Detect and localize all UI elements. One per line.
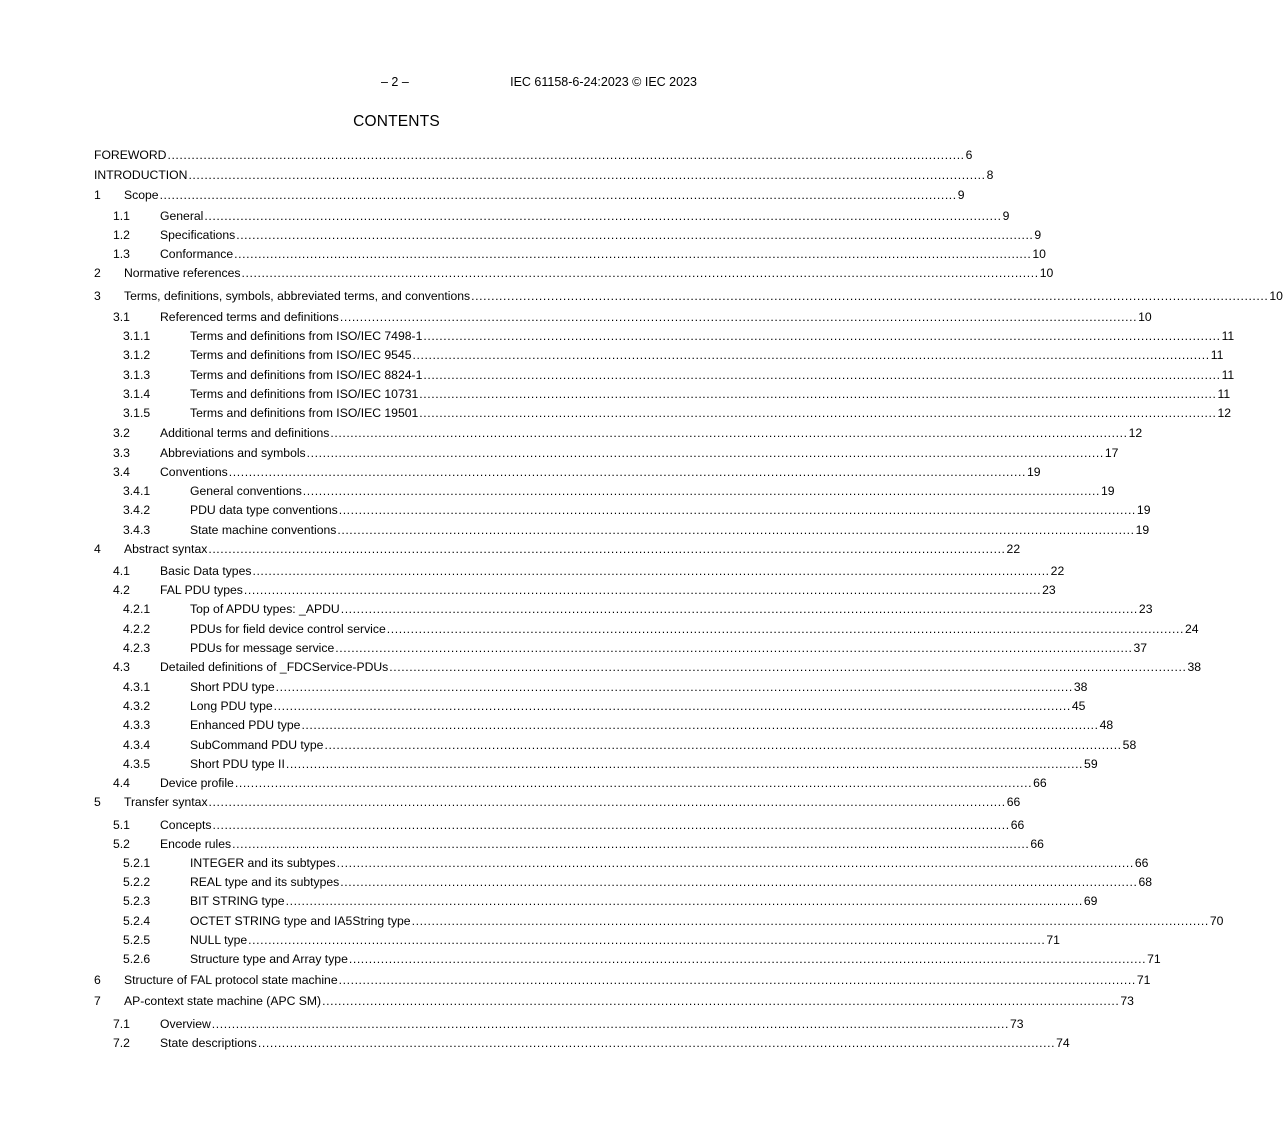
toc-entry[interactable] [94, 718, 1114, 735]
toc-entry-number: 4.3.2 [123, 699, 151, 713]
toc-entry-page: 23 [1138, 602, 1153, 616]
toc-entry-page: 11 [1221, 368, 1235, 382]
toc-entry-page: 19 [1026, 465, 1041, 479]
toc-entry-number: 5.2.5 [123, 933, 151, 947]
toc-entry-page: 6 [965, 148, 973, 162]
toc-entry-title: INTRODUCTION [94, 168, 188, 182]
toc-entry[interactable] [94, 973, 1151, 990]
toc-entry-number: 5.2.3 [123, 894, 151, 908]
toc-entry[interactable] [94, 583, 1056, 600]
toc-entry-number: 3.4.3 [123, 523, 151, 537]
toc-dot-leader: ........................................................................................................................................................................................................ [338, 503, 1136, 517]
toc-entry[interactable] [94, 542, 1021, 559]
toc-entry-number: 4.1 [113, 564, 130, 578]
toc-dot-leader: ........................................................................................................................................................................................................ [389, 660, 1187, 674]
toc-entry-title: Short PDU type [190, 680, 275, 694]
toc-dot-leader: ........................................................................................................................................................................................................ [339, 310, 1138, 324]
toc-entry-page: 66 [1010, 818, 1025, 832]
toc-dot-leader: ........................................................................................................................................................................................................ [336, 856, 1134, 870]
toc-entry-page: 10 [1269, 289, 1283, 303]
toc-entry-page: 9 [957, 188, 965, 202]
toc-entry[interactable] [94, 818, 1025, 835]
toc-entry-number: 7.1 [113, 1017, 130, 1031]
toc-dot-leader: ........................................................................................................................................................................................................ [252, 564, 1050, 578]
toc-entry-title: FAL PDU types [160, 583, 243, 597]
toc-entry-page: 22 [1006, 542, 1021, 556]
toc-entry-title: Terms and definitions from ISO/IEC 8824-1 [190, 368, 423, 382]
toc-entry-title: Overview [160, 1017, 211, 1031]
toc-entry-title: FOREWORD [94, 148, 167, 162]
toc-entry-number: 4.2.2 [123, 622, 151, 636]
toc-entry-page: 10 [1032, 247, 1046, 261]
toc-entry-title: Device profile [160, 776, 234, 790]
toc-dot-leader: ........................................................................................................................................................................................................ [340, 875, 1138, 889]
toc-entry[interactable] [94, 699, 1086, 716]
toc-entry-title: Referenced terms and definitions [160, 310, 339, 324]
toc-entry-title: AP-context state machine (APC SM) [124, 994, 322, 1008]
toc-entry-title: PDUs for message service [190, 641, 335, 655]
toc-entry-title: Conformance [160, 247, 234, 261]
toc-entry-page: 48 [1099, 718, 1114, 732]
toc-entry-title: Transfer syntax [124, 795, 208, 809]
toc-entry-title: State machine conventions [190, 523, 337, 537]
toc-entry-number: 3.2 [113, 426, 130, 440]
toc-entry-page: 9 [1002, 209, 1010, 223]
toc-dot-leader: ........................................................................................................................................................................................................ [204, 209, 1002, 223]
toc-entry-number: 6 [94, 973, 101, 987]
toc-dot-leader: ........................................................................................................................................................................................................ [234, 776, 1033, 790]
toc-entry-number: 3.1 [113, 310, 130, 324]
toc-entry-number: 5.2.4 [123, 914, 151, 928]
toc-dot-leader: ........................................................................................................................................................................................................ [302, 484, 1101, 498]
toc-entry[interactable] [94, 795, 1021, 812]
toc-entry-page: 10 [1039, 266, 1054, 280]
toc-entry[interactable] [94, 168, 994, 185]
toc-dot-leader: ........................................................................................................................................................................................................ [285, 757, 1084, 771]
page-number: – 2 – [381, 75, 409, 89]
toc-entry-page: 66 [1006, 795, 1021, 809]
toc-entry-title: PDUs for field device control service [190, 622, 386, 636]
toc-entry-page: 71 [1136, 973, 1151, 987]
toc-entry[interactable] [94, 757, 1098, 774]
toc-entry-number: 3.4.2 [123, 503, 151, 517]
toc-dot-leader: ........................................................................................................................................................................................................ [211, 1017, 1010, 1031]
toc-dot-leader: ........................................................................................................................................................................................................ [257, 1036, 1056, 1050]
toc-entry-number: 3.1.4 [123, 387, 151, 401]
toc-entry-number: 2 [94, 266, 101, 280]
toc-entry-title: REAL type and its subtypes [190, 875, 340, 889]
toc-dot-leader: ........................................................................................................................................................................................................ [236, 228, 1034, 242]
toc-entry[interactable] [94, 387, 1231, 404]
toc-entry-title: Abbreviations and symbols [160, 446, 306, 460]
toc-entry-page: 22 [1050, 564, 1065, 578]
toc-entry-title: Abstract syntax [124, 542, 208, 556]
toc-entry-number: 4.3.4 [123, 738, 151, 752]
toc-dot-leader: ........................................................................................................................................................................................................ [208, 795, 1006, 809]
toc-entry-number: 4.2.1 [123, 602, 151, 616]
toc-entry-number: 4.3.3 [123, 718, 151, 732]
toc-dot-leader: ........................................................................................................................................................................................................ [386, 622, 1184, 636]
toc-entry[interactable] [94, 329, 1235, 346]
toc-entry-number: 3.3 [113, 446, 130, 460]
toc-entry-title: State descriptions [160, 1036, 257, 1050]
toc-entry-page: 17 [1104, 446, 1119, 460]
toc-entry[interactable] [94, 738, 1137, 755]
toc-entry-page: 59 [1084, 757, 1098, 771]
toc-dot-leader: ........................................................................................................................................................................................................ [234, 247, 1032, 261]
toc-entry[interactable] [94, 952, 1161, 969]
toc-entry-title: Conventions [160, 465, 228, 479]
toc-entry-title: BIT STRING type [190, 894, 285, 908]
toc-dot-leader: ........................................................................................................................................................................................................ [338, 973, 1136, 987]
toc-entry-number: 5 [94, 795, 101, 809]
toc-entry-number: 4.4 [113, 776, 130, 790]
toc-entry[interactable] [94, 933, 1060, 950]
toc-dot-leader: ........................................................................................................................................................................................................ [275, 680, 1073, 694]
toc-entry-page: 10 [1138, 310, 1152, 324]
toc-entry-title: Concepts [160, 818, 212, 832]
toc-entry-number: 5.2 [113, 837, 130, 851]
toc-entry-page: 11 [1221, 329, 1235, 343]
toc-dot-leader: ........................................................................................................................................................................................................ [423, 329, 1221, 343]
toc-entry-page: 11 [1217, 387, 1231, 401]
toc-entry-number: 1.2 [113, 228, 130, 242]
toc-dot-leader: ........................................................................................................................................................................................................ [241, 266, 1039, 280]
toc-entry-title: Terms and definitions from ISO/IEC 9545 [190, 348, 412, 362]
toc-entry-page: 9 [1034, 228, 1042, 242]
toc-entry[interactable] [94, 1036, 1070, 1053]
toc-entry-title: NULL type [190, 933, 248, 947]
toc-entry[interactable] [94, 837, 1044, 854]
toc-entry[interactable] [94, 266, 1054, 283]
toc-entry-number: 4.3 [113, 660, 130, 674]
toc-entry-title: Additional terms and definitions [160, 426, 330, 440]
toc-entry-title: Structure type and Array type [190, 952, 348, 966]
toc-entry-title: Normative references [124, 266, 241, 280]
toc-entry-number: 3.1.3 [123, 368, 151, 382]
toc-entry-number: 5.1 [113, 818, 130, 832]
toc-dot-leader: ........................................................................................................................................................................................................ [285, 894, 1083, 908]
toc-entry-page: 68 [1138, 875, 1153, 889]
toc-entry-number: 4.3.5 [123, 757, 151, 771]
toc-entry-title: Long PDU type [190, 699, 273, 713]
toc-entry[interactable] [94, 446, 1119, 463]
toc-dot-leader: ........................................................................................................................................................................................................ [340, 602, 1138, 616]
toc-entry-page: 70 [1209, 914, 1224, 928]
toc-entry[interactable] [94, 426, 1143, 443]
toc-entry[interactable] [94, 602, 1153, 619]
toc-dot-leader: ........................................................................................................................................................................................................ [337, 523, 1135, 537]
toc-entry-page: 37 [1133, 641, 1148, 655]
toc-entry-title: Basic Data types [160, 564, 252, 578]
toc-entry-page: 12 [1128, 426, 1143, 440]
toc-entry-title: Encode rules [160, 837, 232, 851]
toc-entry[interactable] [94, 484, 1115, 501]
toc-entry-number: 3.4 [113, 465, 130, 479]
toc-entry-number: 1.1 [113, 209, 130, 223]
toc-entry-title: OCTET STRING type and IA5String type [190, 914, 411, 928]
toc-entry-number: 1 [94, 188, 101, 202]
toc-dot-leader: ........................................................................................................................................................................................................ [330, 426, 1128, 440]
toc-dot-leader: ........................................................................................................................................................................................................ [423, 368, 1221, 382]
toc-entry[interactable] [94, 994, 1134, 1011]
toc-entry[interactable] [94, 680, 1088, 697]
toc-entry-title: Terms, definitions, symbols, abbreviated terms, and conventions [124, 289, 471, 303]
toc-dot-leader: ........................................................................................................................................................................................................ [188, 168, 986, 182]
toc-dot-leader: ........................................................................................................................................................................................................ [348, 952, 1147, 966]
toc-entry-page: 8 [986, 168, 994, 182]
toc-entry-number: 1.3 [113, 247, 130, 261]
toc-dot-leader: ........................................................................................................................................................................................................ [243, 583, 1042, 597]
toc-entry[interactable] [94, 564, 1065, 581]
toc-entry-page: 19 [1135, 523, 1150, 537]
toc-entry-page: 38 [1187, 660, 1202, 674]
toc-entry-number: 7.2 [113, 1036, 130, 1050]
toc-dot-leader: ........................................................................................................................................................................................................ [208, 542, 1006, 556]
toc-entry-number: 3.1.1 [123, 329, 151, 343]
toc-entry-page: 66 [1134, 856, 1149, 870]
toc-entry-title: Detailed definitions of _FDCService-PDUs [160, 660, 389, 674]
toc-dot-leader: ........................................................................................................................................................................................................ [212, 818, 1010, 832]
toc-entry-title: Top of APDU types: _APDU [190, 602, 340, 616]
standard-reference: IEC 61158-6-24:2023 © IEC 2023 [510, 75, 697, 89]
toc-dot-leader: ........................................................................................................................................................................................................ [159, 188, 957, 202]
toc-entry[interactable] [94, 856, 1149, 873]
toc-entry[interactable] [94, 148, 973, 165]
toc-entry[interactable] [94, 289, 1283, 306]
toc-entry-title: Terms and definitions from ISO/IEC 10731 [190, 387, 419, 401]
toc-dot-leader: ........................................................................................................................................................................................................ [248, 933, 1046, 947]
toc-entry[interactable] [94, 406, 1232, 423]
toc-entry-number: 4.2 [113, 583, 130, 597]
toc-entry[interactable] [94, 523, 1150, 540]
toc-dot-leader: ........................................................................................................................................................................................................ [412, 348, 1210, 362]
toc-entry-title: INTEGER and its subtypes [190, 856, 336, 870]
toc-entry-page: 45 [1071, 699, 1086, 713]
toc-entry-page: 66 [1033, 776, 1047, 790]
toc-entry-number: 4 [94, 542, 101, 556]
toc-entry-page: 23 [1042, 583, 1056, 597]
toc-entry-number: 3.1.5 [123, 406, 151, 420]
toc-entry[interactable] [94, 228, 1042, 245]
toc-entry-page: 66 [1030, 837, 1044, 851]
toc-entry-page: 19 [1101, 484, 1115, 498]
toc-dot-leader: ........................................................................................................................................................................................................ [322, 994, 1120, 1008]
toc-entry-page: 19 [1136, 503, 1151, 517]
toc-entry-page: 73 [1010, 1017, 1024, 1031]
toc-dot-leader: ........................................................................................................................................................................................................ [167, 148, 965, 162]
toc-entry-number: 7 [94, 994, 101, 1008]
toc-entry-number: 3.1.2 [123, 348, 151, 362]
toc-entry-number: 3.4.1 [123, 484, 151, 498]
toc-entry-page: 58 [1122, 738, 1137, 752]
toc-entry[interactable] [94, 247, 1046, 264]
toc-entry[interactable] [94, 368, 1235, 385]
toc-entry-title: Specifications [160, 228, 236, 242]
toc-entry-page: 71 [1147, 952, 1161, 966]
toc-dot-leader: ........................................................................................................................................................................................................ [228, 465, 1026, 479]
toc-entry-title: Terms and definitions from ISO/IEC 7498-1 [190, 329, 423, 343]
toc-entry[interactable] [94, 188, 965, 205]
toc-entry-title: SubCommand PDU type [190, 738, 324, 752]
toc-entry[interactable] [94, 348, 1224, 365]
toc-entry[interactable] [94, 622, 1199, 639]
toc-entry[interactable] [94, 914, 1224, 931]
toc-entry-page: 74 [1056, 1036, 1070, 1050]
toc-entry-page: 69 [1083, 894, 1098, 908]
toc-entry[interactable] [94, 310, 1152, 327]
toc-entry-page: 24 [1184, 622, 1199, 636]
toc-entry-title: Scope [124, 188, 159, 202]
toc-entry-title: General [160, 209, 204, 223]
toc-entry[interactable] [94, 209, 1010, 226]
toc-entry[interactable] [94, 1017, 1024, 1034]
toc-entry-number: 5.2.6 [123, 952, 151, 966]
toc-dot-leader: ........................................................................................................................................................................................................ [324, 738, 1122, 752]
toc-entry-title: PDU data type conventions [190, 503, 338, 517]
toc-entry-number: 3 [94, 289, 101, 303]
toc-entry-page: 38 [1073, 680, 1088, 694]
toc-entry[interactable] [94, 465, 1041, 482]
toc-entry[interactable] [94, 875, 1153, 892]
toc-dot-leader: ........................................................................................................................................................................................................ [301, 718, 1099, 732]
toc-entry[interactable] [94, 503, 1151, 520]
toc-dot-leader: ........................................................................................................................................................................................................ [306, 446, 1104, 460]
toc-entry-number: 4.2.3 [123, 641, 151, 655]
toc-entry-title: Structure of FAL protocol state machine [124, 973, 338, 987]
toc-entry-page: 12 [1217, 406, 1232, 420]
toc-entry-title: General conventions [190, 484, 302, 498]
toc-entry-number: 4.3.1 [123, 680, 151, 694]
toc-entry-number: 5.2.1 [123, 856, 151, 870]
toc-dot-leader: ........................................................................................................................................................................................................ [335, 641, 1133, 655]
toc-dot-leader: ........................................................................................................................................................................................................ [232, 837, 1030, 851]
toc-dot-leader: ........................................................................................................................................................................................................ [419, 406, 1217, 420]
toc-entry-number: 5.2.2 [123, 875, 151, 889]
toc-entry[interactable] [94, 660, 1202, 677]
toc-entry-page: 71 [1046, 933, 1060, 947]
toc-entry-title: Enhanced PDU type [190, 718, 301, 732]
toc-dot-leader: ........................................................................................................................................................................................................ [419, 387, 1217, 401]
toc-dot-leader: ........................................................................................................................................................................................................ [273, 699, 1071, 713]
toc-entry-title: Short PDU type II [190, 757, 285, 771]
page-title: CONTENTS [353, 113, 440, 130]
toc-entry-title: Terms and definitions from ISO/IEC 19501 [190, 406, 419, 420]
toc-entry-page: 73 [1120, 994, 1134, 1008]
toc-dot-leader: ........................................................................................................................................................................................................ [411, 914, 1209, 928]
toc-entry[interactable] [94, 776, 1047, 793]
toc-dot-leader: ........................................................................................................................................................................................................ [471, 289, 1269, 303]
toc-entry[interactable] [94, 641, 1148, 658]
toc-entry-page: 11 [1210, 348, 1224, 362]
toc-entry[interactable] [94, 894, 1098, 911]
